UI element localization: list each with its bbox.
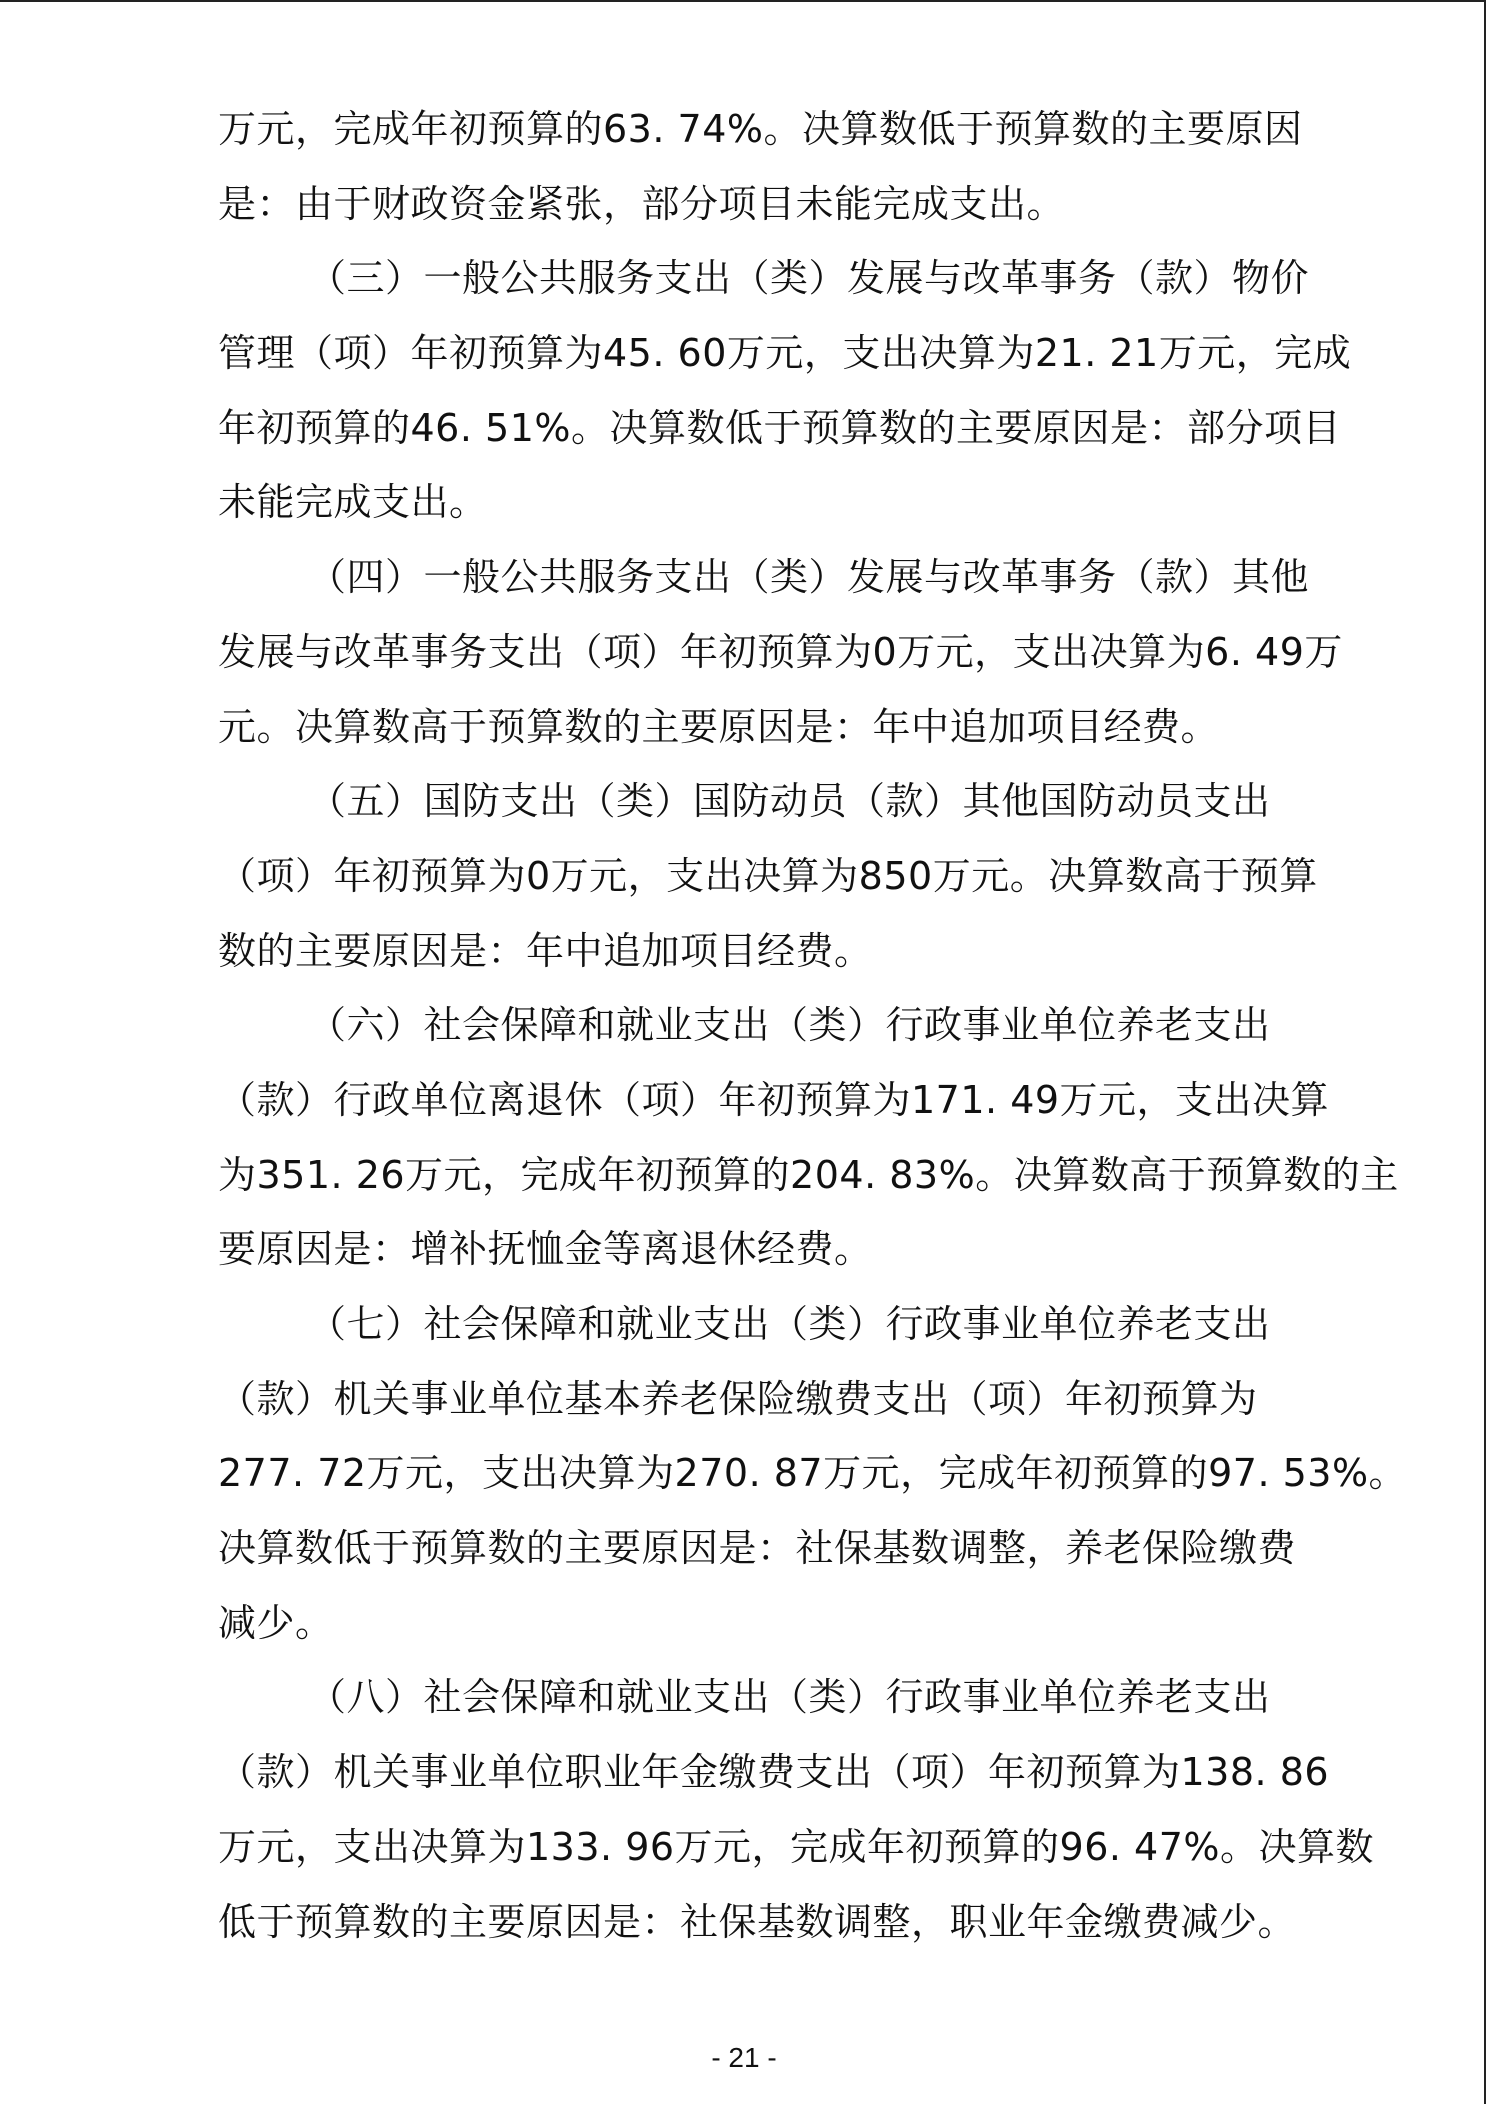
text-line: 为351. 26万元，完成年初预算的204. 83%。决算数高于预算数的主	[218, 1152, 1399, 1197]
text-line: （八）社会保障和就业支出（类）行政事业单位养老支出	[308, 1675, 1271, 1720]
document-body	[218, 92, 1408, 1959]
text-line: 万元，支出决算为133. 96万元，完成年初预算的96. 47%。决算数	[218, 1824, 1375, 1869]
text-line: （七）社会保障和就业支出（类）行政事业单位养老支出	[308, 1302, 1271, 1346]
text-line: 是：由于财政资金紧张，部分项目未能完成支出。	[218, 181, 1066, 226]
text-line: 年初预算的46. 51%。决算数低于预算数的主要原因是：部分项目	[218, 405, 1341, 450]
text-line: （六）社会保障和就业支出（类）行政事业单位养老支出	[308, 1003, 1271, 1048]
text-line: （款）机关事业单位基本养老保险缴费支出（项）年初预算为	[218, 1376, 1258, 1421]
text-line: 元。决算数高于预算数的主要原因是：年中追加项目经费。	[218, 704, 1220, 749]
paragraph	[218, 764, 1318, 988]
text-line: （款）行政单位离退休（项）年初预算为171. 49万元，支出决算	[218, 1077, 1330, 1122]
text-line: 万元，完成年初预算的63. 74%。决算数低于预算数的主要原因	[218, 107, 1303, 151]
paragraph	[218, 1660, 1375, 1959]
text-line: （四）一般公共服务支出（类）发展与改革事务（款）其他	[308, 555, 1310, 600]
text-line: 要原因是：增补抚恤金等离退休经费。	[218, 1227, 873, 1272]
paragraph	[218, 241, 1352, 540]
text-line: 未能完成支出。	[218, 480, 488, 525]
text-line: （项）年初预算为0万元，支出决算为850万元。决算数高于预算	[218, 853, 1318, 898]
text-line: （款）机关事业单位职业年金缴费支出（项）年初预算为138. 86	[218, 1750, 1330, 1795]
paragraph	[218, 988, 1399, 1287]
text-line: 发展与改革事务支出（项）年初预算为0万元，支出决算为6. 49万	[218, 629, 1343, 674]
text-line: 277. 72万元，支出决算为270. 87万元，完成年初预算的97. 53%。	[218, 1451, 1408, 1496]
text-line: 管理（项）年初预算为45. 60万元，支出决算为21. 21万元，完成	[218, 331, 1352, 376]
paragraph	[218, 1287, 1408, 1660]
text-line: 数的主要原因是：年中追加项目经费。	[218, 928, 873, 973]
page-number: - 21 -	[711, 2042, 777, 2073]
text-line: 减少。	[218, 1600, 334, 1645]
text-line: （三）一般公共服务支出（类）发展与改革事务（款）物价	[308, 256, 1310, 301]
text-line: 决算数低于预算数的主要原因是：社保基数调整，养老保险缴费	[218, 1526, 1297, 1571]
text-line: （五）国防支出（类）国防动员（款）其他国防动员支出	[308, 779, 1271, 824]
text-line: 低于预算数的主要原因是：社保基数调整，职业年金缴费减少。	[218, 1899, 1297, 1944]
paragraph	[218, 540, 1343, 764]
paragraph	[218, 92, 1303, 241]
